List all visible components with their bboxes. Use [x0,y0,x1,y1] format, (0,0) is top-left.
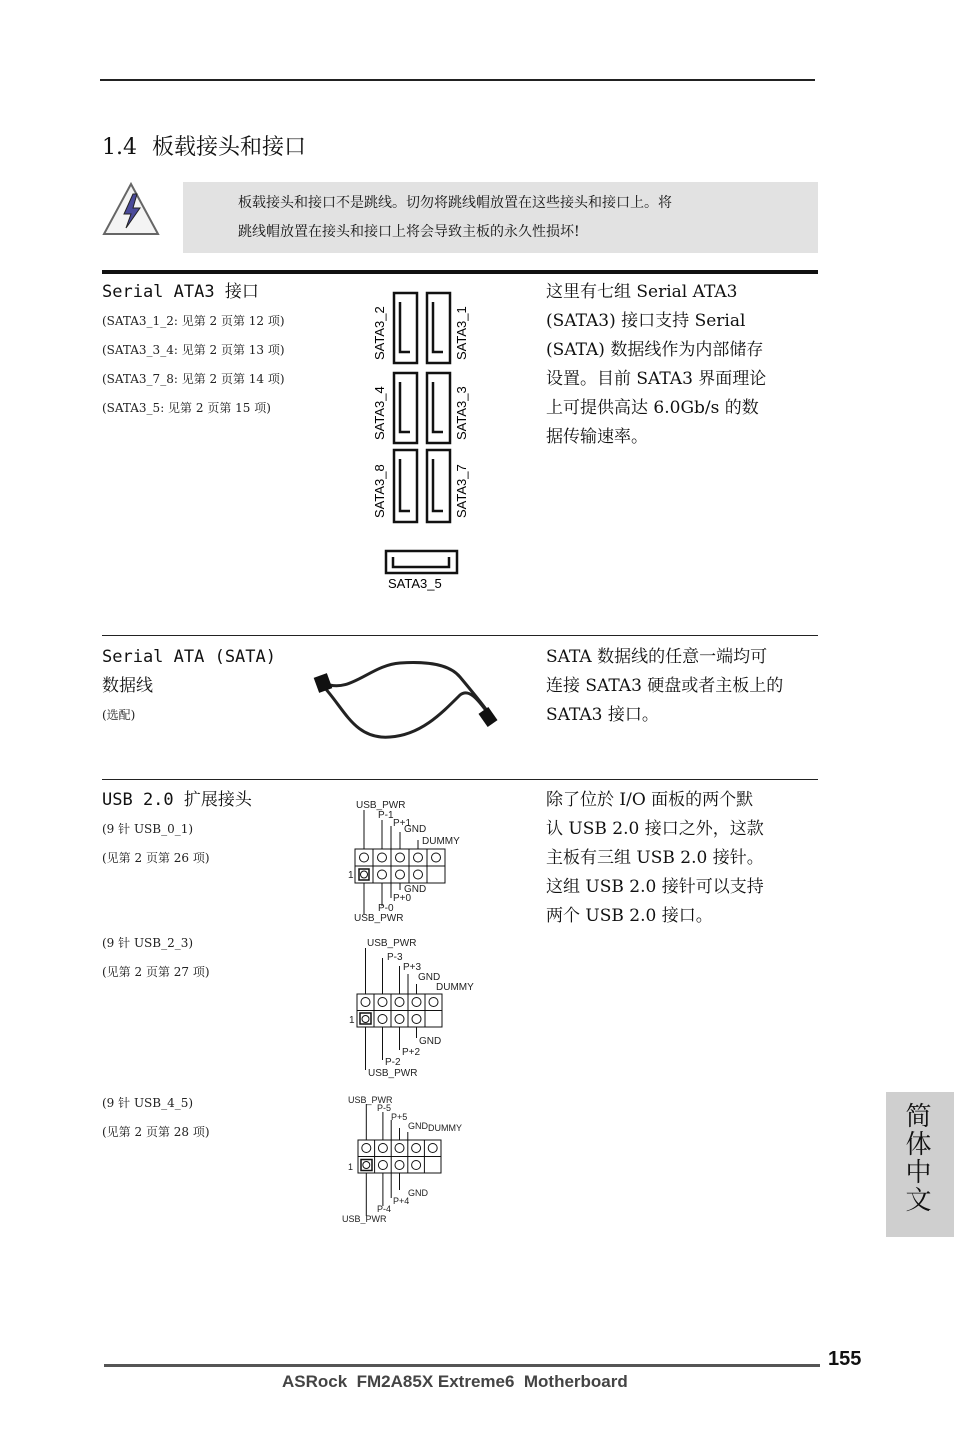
sata-desc-line: 上可提供高达 6.0Gb/s 的数 [546,398,759,418]
gnd-top-label: GND [408,1121,428,1131]
p-minus-top-label: P-3 [387,952,403,963]
usb-pwr-top-label: USB_PWR [348,1095,393,1105]
sata-desc-line: (SATA) 数据线作为内部储存 [546,340,764,360]
page-number: 155 [828,1348,862,1370]
sata-port-3 [427,373,450,443]
usb-pwr-bottom-label: USB_PWR [342,1214,387,1224]
sata-label-8: SATA3_8 [372,464,387,518]
sata-refs [102,307,285,423]
sata-label-5: SATA3_5 [388,576,442,591]
language-tab [886,1092,954,1237]
usb-pwr-top-label: USB_PWR [356,800,406,811]
sata-ref-4: (SATA3_5: 见第 2 页第 15 项) [102,401,271,415]
section-number: 1.4 [102,135,137,160]
sata-port-4 [394,373,417,443]
sata-port-8 [394,450,417,522]
section-rule [102,270,818,274]
sata-ref-2: (SATA3_3_4: 见第 2 页第 13 项) [102,343,285,357]
sata-cable-image [310,655,500,745]
usb-header-pin: (9 针 USB_0_1) [102,822,194,836]
dummy-label: DUMMY [422,836,460,847]
p-minus-bottom-label: P-2 [385,1057,401,1068]
cable-description [546,643,801,730]
sata-title-text: Serial ATA3 接口 [102,282,259,302]
sata-desc-line: (SATA3) 接口支持 Serial [546,311,746,331]
usb-title-text: USB 2.0 扩展接头 [102,790,252,810]
language-tab-label: 简体中文 [901,1102,931,1214]
usb-desc-line: 主板有三组 USB 2.0 接针。 [546,848,764,868]
footer-rule [104,1364,820,1367]
usb-pwr-bottom-label: USB_PWR [354,913,404,924]
divider-1 [102,635,818,636]
p-minus-top-label: P-5 [377,1103,392,1113]
pin-one-label: 1 [348,1162,354,1172]
section-title: 板载接头和接口 [152,135,307,160]
sata-port-5 [386,551,457,573]
usb-pwr-bottom-label: USB_PWR [368,1068,418,1079]
usb-header-1-diagram [340,798,480,926]
usb-header-ref: (见第 2 页第 26 项) [102,851,210,865]
sata-ref-3: (SATA3_7_8: 见第 2 页第 14 项) [102,372,285,386]
usb-description [546,786,801,931]
usb-header-pin: (9 针 USB_2_3) [102,936,194,950]
sata-connector-diagram [365,288,485,594]
usb-header-3-diagram [340,1094,470,1224]
usb-desc-line: 认 USB 2.0 接口之外，这款 [546,819,764,839]
sata-port-2 [394,293,417,363]
sata-port-1 [427,293,450,363]
p-plus-top-label: P+5 [391,1112,408,1122]
cable-title-line-2: 数据线 [102,676,153,696]
p-plus-bottom-label: P+4 [393,1196,410,1206]
warning-text [238,189,672,247]
sata-port-7 [427,450,450,522]
usb-header-ref: (见第 2 页第 27 项) [102,965,210,979]
sata-label-7: SATA3_7 [454,464,469,518]
gnd-bottom-label: GND [419,1036,442,1047]
warning-line-1: 板载接头和接口不是跳线。切勿将跳线帽放置在这些接头和接口上。将 [238,195,672,211]
usb-header-pin: (9 针 USB_4_5) [102,1096,194,1110]
usb-header-2-diagram [345,936,485,1080]
section-heading [102,133,306,163]
cable-title-line-1: Serial ATA (SATA) [102,647,276,667]
p-plus-top-label: P+1 [393,818,412,829]
cable-note: (选配) [102,708,136,722]
cable-title [102,643,276,730]
gnd-bottom-label: GND [408,1188,428,1198]
usb-header-1-refs [102,815,210,873]
usb-header-3-refs [102,1089,210,1147]
cable-desc-line: SATA3 接口。 [546,705,659,725]
sata-ref-1: (SATA3_1_2: 见第 2 页第 12 项) [102,314,285,328]
p-plus-top-label: P+3 [403,962,422,973]
gnd-bottom-label: GND [404,884,427,895]
usb-desc-line: 两个 USB 2.0 接口。 [546,906,713,926]
usb-title [102,786,252,815]
gnd-top-label: GND [404,824,427,835]
pin-one-label: 1 [349,1015,355,1026]
divider-2 [102,779,818,780]
usb-pwr-top-label: USB_PWR [367,938,417,949]
p-minus-bottom-label: P-4 [377,1204,392,1214]
sata-description [546,278,801,452]
pin-one-label: 1 [348,870,354,881]
usb-header-ref: (见第 2 页第 28 项) [102,1125,210,1139]
sata-desc-line: 设置。目前 SATA3 界面理论 [546,369,767,389]
sata-title [102,278,259,307]
sata-label-2: SATA3_2 [372,306,387,360]
sata-desc-line: 据传输速率。 [546,427,648,447]
footer-product: ASRock FM2A85X Extreme6 Motherboard [282,1372,628,1391]
dummy-label: DUMMY [428,1123,462,1133]
sata-label-3: SATA3_3 [454,386,469,440]
p-minus-bottom-label: P-0 [378,903,394,914]
cable-desc-line: SATA 数据线的任意一端均可 [546,647,768,667]
dummy-label: DUMMY [436,982,474,993]
top-rule [100,79,815,81]
sata-desc-line: 这里有七组 Serial ATA3 [546,282,738,302]
cable-desc-line: 连接 SATA3 硬盘或者主板上的 [546,676,784,696]
gnd-top-label: GND [418,972,441,983]
warning-box [183,182,818,253]
p-plus-bottom-label: P+0 [393,893,412,904]
sata-label-4: SATA3_4 [372,386,387,440]
usb-desc-line: 除了位於 I/O 面板的两个默 [546,790,754,810]
usb-desc-line: 这组 USB 2.0 接针可以支持 [546,877,764,897]
usb-header-2-refs [102,929,210,987]
p-plus-bottom-label: P+2 [402,1047,421,1058]
warning-line-2: 跳线帽放置在接头和接口上将会导致主板的永久性损坏! [238,224,580,240]
p-minus-top-label: P-1 [378,810,394,821]
warning-icon [100,180,162,238]
sata-label-1: SATA3_1 [454,306,469,360]
